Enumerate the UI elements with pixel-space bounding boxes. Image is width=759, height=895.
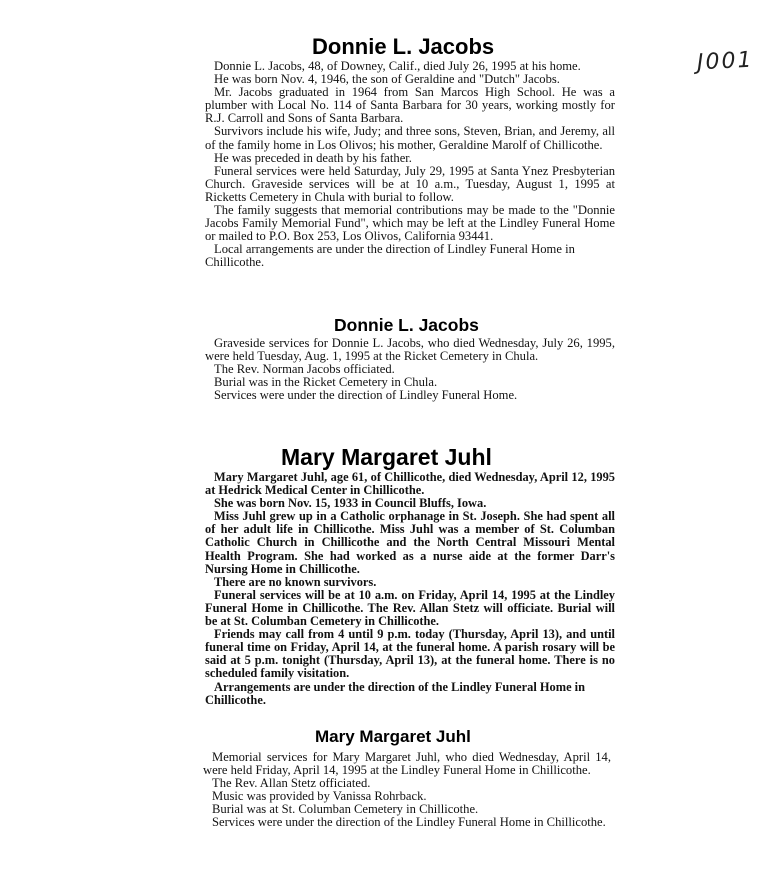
- graveside-notice-donnie-jacobs: [205, 314, 615, 402]
- article-body: [205, 60, 615, 270]
- paragraph: Services were under the direction of Lindley Funeral Home.: [214, 388, 518, 403]
- paragraph: Graveside services for Donnie L. Jacobs, who died Wednesday, July 26, 1995, were held Tuesday, Aug. 1, 1995 at the Ricket Cemetery in Chula.: [205, 336, 615, 364]
- article-body: [203, 751, 611, 830]
- paragraph: Local arrangements are under the direction of Lindley Funeral Home in Chillicothe.: [205, 242, 575, 270]
- headline: Donnie L. Jacobs: [312, 34, 495, 59]
- paragraph: Burial was in the Ricket Cemetery in Chula.: [214, 375, 438, 390]
- paragraph: Services were under the direction of the Lindley Funeral Home in Chillicothe.: [212, 815, 606, 830]
- paragraph: Survivors include his wife, Judy; and three sons, Steven, Brian, and Jeremy, all of the family home in Los Olivos; his mother, Geraldine Marolf of Chillicothe.: [205, 124, 615, 152]
- handwritten-document-code: J001: [696, 47, 755, 76]
- paragraph: He was preceded in death by his father.: [214, 150, 412, 165]
- paragraph: Miss Juhl grew up in a Catholic orphanage in St. Joseph. She had spent all of her adult life in Chillicothe. Miss Juhl was a member of St. Columban Catholic Church in Chillicothe and the North Central Missouri Mental Health Program. She had worked as a nurse aide at the former Darr's Nursing Home in Chillicothe.: [205, 509, 615, 576]
- paragraph: She was born Nov. 15, 1933 in Council Bluffs, Iowa.: [214, 496, 487, 511]
- paragraph: Music was provided by Vanissa Rohrback.: [212, 789, 427, 804]
- paragraph: Donnie L. Jacobs, 48, of Downey, Calif., died July 26, 1995 at his home.: [214, 59, 581, 73]
- paragraph: Funeral services were held Saturday, July 29, 1995 at Santa Ynez Presbyterian Church. Graveside services will be at 10 a.m., Tuesday, August 1, 1995 at Ricketts Cemetery in Chula with burial to follow.: [205, 163, 615, 204]
- paragraph: Memorial services for Mary Margaret Juhl, who died Wednesday, April 14, were held Friday, April 14, 1995 at the Lindley Funeral Home in Chillicothe.: [203, 750, 611, 778]
- paragraph: Arrangements are under the direction of the Lindley Funeral Home in Chillicothe.: [205, 679, 586, 707]
- paragraph: He was born Nov. 4, 1946, the son of Geraldine and "Dutch" Jacobs.: [214, 72, 560, 87]
- article-body: [205, 337, 615, 402]
- memorial-notice-mary-margaret-juhl: [203, 726, 611, 830]
- paragraph: There are no known survivors.: [214, 574, 377, 589]
- paragraph: The Rev. Norman Jacobs officiated.: [214, 362, 395, 377]
- paragraph: Burial was at St. Columban Cemetery in Chillicothe.: [212, 802, 479, 817]
- paragraph: Friends may call from 4 until 9 p.m. today (Thursday, April 13), and until funeral time on Friday, April 14, at the funeral home. A parish rosary will be said at 5 p.m. tonight (Thursday, April 13), at the funeral home. There is no scheduled family visitation.: [205, 627, 615, 681]
- paragraph: The Rev. Allan Stetz officiated.: [212, 776, 371, 791]
- paragraph: Mr. Jacobs graduated in 1964 from San Marcos High School. He was a plumber with Local No. 114 of Santa Barbara for 30 years, working mostly for R.J. Carroll and Sons of Santa Barbara.: [205, 85, 615, 126]
- paragraph: The family suggests that memorial contributions may be made to the "Donnie Jacobs Family Memorial Fund", which may be left at the Lindley Funeral Home or mailed to P.O. Box 253, Los Olivos, California 93441.: [205, 203, 615, 244]
- headline: Mary Margaret Juhl: [315, 727, 471, 746]
- paragraph: Mary Margaret Juhl, age 61, of Chillicothe, died Wednesday, April 12, 1995 at Hedrick Medical Center in Chillicothe.: [205, 470, 615, 498]
- headline: Donnie L. Jacobs: [334, 315, 479, 335]
- article-body: [205, 471, 615, 707]
- paragraph: Funeral services will be at 10 a.m. on Friday, April 14, 1995 at the Lindley Funeral Home in Chillicothe. The Rev. Allan Stetz will officiate. Burial will be at St. Columban Cemetery in Chillicothe.: [205, 587, 615, 629]
- obituary-donnie-jacobs: [205, 34, 615, 270]
- headline: Mary Margaret Juhl: [281, 444, 492, 470]
- obituary-mary-margaret-juhl: [205, 444, 615, 707]
